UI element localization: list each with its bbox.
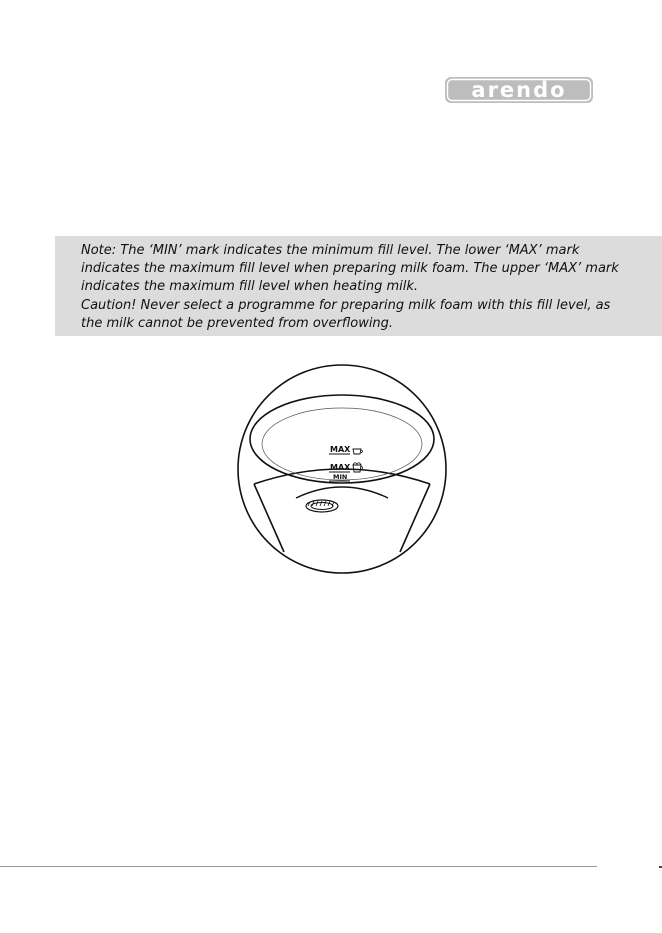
upper-max-label: MAX: [330, 445, 351, 454]
note-line: indicates the maximum fill level when preparing milk foam. The upper ‘MAX’ mark: [81, 261, 619, 277]
lower-max-label: MAX: [330, 463, 351, 472]
arendo-logo: [444, 75, 594, 105]
jug-inner-wall: [254, 484, 430, 552]
note-box: [55, 236, 662, 336]
whisk-coil-icon: [306, 500, 338, 512]
caution-line: the milk cannot be prevented from overflowing.: [81, 315, 394, 331]
svg-text:arendo: arendo: [471, 78, 567, 102]
note-line: Note: The ‘MIN’ mark indicates the minimum fill level. The lower ‘MAX’ mark: [81, 243, 580, 258]
note-line: indicates the maximum fill level when heating milk.: [81, 279, 419, 295]
footer-rule: [0, 866, 597, 867]
caution-line: Caution! Never select a programme for preparing milk foam with this fill level, as: [81, 297, 611, 313]
milk-jug-illustration: [232, 364, 452, 574]
min-label: MIN: [333, 473, 348, 481]
whisk-base: [296, 487, 388, 498]
